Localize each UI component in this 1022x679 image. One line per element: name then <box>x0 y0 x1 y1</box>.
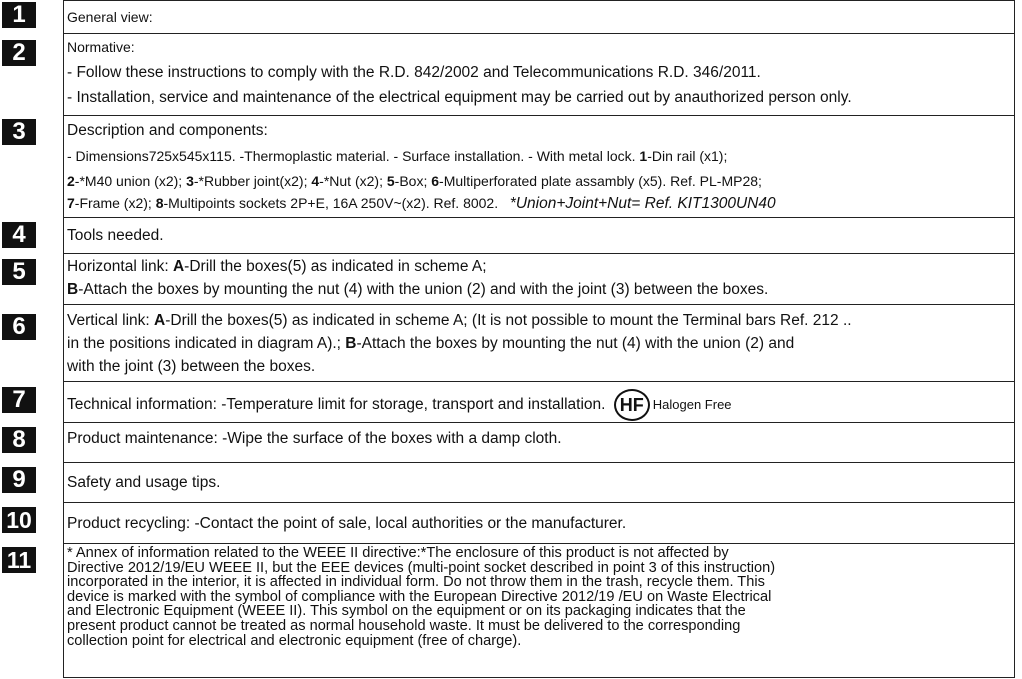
section-number-1: 1 <box>2 2 36 28</box>
description-title: Description and components: <box>67 122 268 139</box>
section-number-6: 6 <box>2 314 36 340</box>
weee-annex-line: Directive 2012/19/EU WEEE II, but the EEE devices (multi-point socket described in point 3 of this instruction) <box>67 559 776 576</box>
section-number-8: 8 <box>2 427 36 453</box>
weee-annex-line: present product cannot be treated as normal household waste. It must be delivered to the corresponding <box>67 617 741 634</box>
section-number-2: 2 <box>2 40 36 66</box>
normative-title: Normative: <box>67 39 135 55</box>
description-line-1: - Dimensions725x545x115. -Thermoplastic material. - Surface installation. - With metal lock. 1-Din rail (x1); <box>67 148 728 164</box>
section-number-5: 5 <box>2 259 36 285</box>
normative-line-2: - Installation, service and maintenance of the electrical equipment may be carried out by anauthorized person only. <box>67 89 852 106</box>
halogen-free-label: Halogen Free <box>652 397 732 412</box>
weee-annex <box>67 546 1007 648</box>
normative-line-1: - Follow these instructions to comply with the R.D. 842/2002 and Telecommunications R.D. 346/2011. <box>67 64 761 81</box>
weee-annex-line: and Electronic Equipment (WEEE II). This symbol on the equipment or on its packaging indicates that the <box>67 603 746 620</box>
weee-annex-line: device is marked with the symbol of compliance with the European Directive 2012/19 /EU on Waste Electrical <box>67 588 772 605</box>
section-number-10: 10 <box>2 507 36 533</box>
section-row-4 <box>63 217 1015 253</box>
vertical-link-line-1: Vertical link: A-Drill the boxes(5) as indicated in scheme A; (It is not possible to mount the Terminal bars Ref. 212 .. <box>67 312 852 329</box>
halogen-free-icon: HF <box>614 389 650 421</box>
section-number-9: 9 <box>2 467 36 493</box>
general-view-heading: General view: <box>67 9 153 25</box>
weee-annex-line: * Annex of information related to the WEEE II directive:*The enclosure of this product is not affected by <box>67 545 729 561</box>
section-number-7: 7 <box>2 387 36 413</box>
tools-needed: Tools needed. <box>67 227 164 244</box>
section-number-3: 3 <box>2 119 36 145</box>
weee-annex-line: incorporated in the interior, it is affected in individual form. Do not throw them in the trash, recycle them. This <box>67 574 765 591</box>
product-recycling: Product recycling: -Contact the point of sale, local authorities or the manufacturer. <box>67 515 627 532</box>
safety-tips: Safety and usage tips. <box>67 474 221 491</box>
vertical-link-line-2: in the positions indicated in diagram A).; B-Attach the boxes by mounting the nut (4) with the union (2) and <box>67 335 795 352</box>
product-maintenance: Product maintenance: -Wipe the surface of the boxes with a damp cloth. <box>67 430 562 447</box>
horizontal-link-line-2: B-Attach the boxes by mounting the nut (4) with the union (2) and with the joint (3) between the boxes. <box>67 281 769 298</box>
technical-information: Technical information: -Temperature limit for storage, transport and installation. HF Halogen Free <box>67 389 732 421</box>
section-number-11: 11 <box>2 547 36 573</box>
section-row-1 <box>63 0 1015 33</box>
weee-annex-line: collection point for electrical and electronic equipment (free of charge). <box>67 632 522 649</box>
vertical-link-line-3: with the joint (3) between the boxes. <box>67 358 316 375</box>
description-line-3: 7-Frame (x2); 8-Multipoints sockets 2P+E, 16A 250V~(x2). Ref. 8002. *Union+Joint+Nut= Ref. KIT1300UN40 <box>67 195 776 212</box>
section-number-4: 4 <box>2 222 36 248</box>
description-line-2: 2-*M40 union (x2); 3-*Rubber joint(x2); 4-*Nut (x2); 5-Box; 6-Multiperforated plate assambly (x5). Ref. PL-MP28; <box>67 173 762 189</box>
horizontal-link-line-1: Horizontal link: A-Drill the boxes(5) as indicated in scheme A; <box>67 258 487 275</box>
